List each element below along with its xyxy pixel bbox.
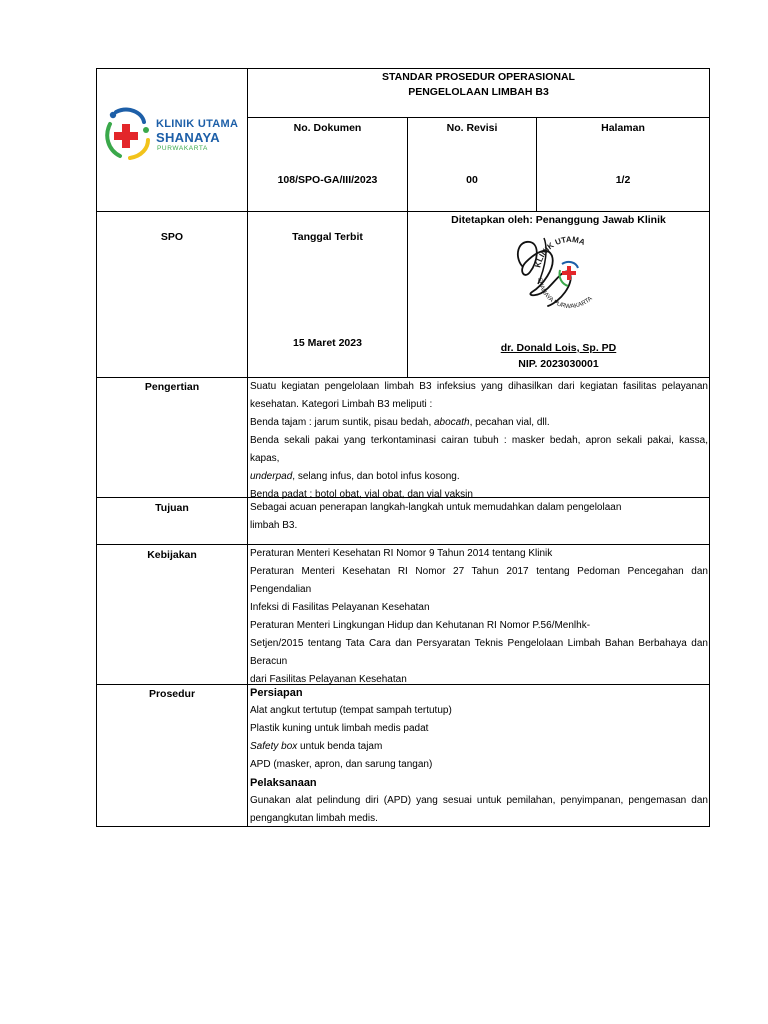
pengertian-label: Pengertian (144, 381, 200, 393)
document-title-line1: STANDAR PROSEDUR OPERASIONAL (382, 71, 575, 83)
title-row-divider (247, 117, 710, 118)
tujuan-line-1: Sebagai acuan penerapan langkah-langkah untuk memudahkan dalam pengelolaan (250, 502, 622, 513)
kebijakan-line-1: Peraturan Menteri Kesehatan RI Nomor 9 Tahun 2014 tentang Klinik (250, 548, 553, 559)
doc-number-label: No. Dokumen (293, 122, 362, 134)
kebijakan-line-2: Peraturan Menteri Kesehatan RI Nomor 27 Tahun 2017 tentang Pedoman Pencegahan dan Pengendalian (250, 566, 708, 595)
pengertian-line-2: kesehatan. Kategori Limbah B3 meliputi : (250, 399, 433, 410)
prosedur-line-6: pengangkutan limbah medis. (250, 813, 378, 824)
spo-label: SPO (160, 231, 184, 243)
kebijakan-line-6: dari Fasilitas Pelayanan Kesehatan (250, 674, 407, 685)
header-bottom-divider (96, 211, 710, 212)
prosedur-line-5: Gunakan alat pelindung diri (APD) yang sesuai untuk pemilahan, penyimpanan, pengemasan dan (250, 795, 708, 806)
doc-number-value: 108/SPO-GA/III/2023 (277, 174, 378, 186)
stamp-text-bottom: SHANAYA PURWAKARTA (536, 277, 594, 311)
table-border-right (709, 68, 710, 827)
prosedur-label: Prosedur (148, 688, 196, 700)
kebijakan-label: Kebijakan (147, 549, 197, 561)
tujuan-line-2: limbah B3. (250, 520, 298, 531)
pengertian-line-3: Benda tajam : jarum suntik, pisau bedah, abocath, pecahan vial, dll. (250, 417, 550, 428)
prosedur-line-2: Plastik kuning untuk limbah medis padat (250, 723, 429, 734)
kebijakan-line-3: Infeksi di Fasilitas Pelayanan Kesehatan (250, 602, 430, 613)
table-border-left (96, 68, 97, 827)
tujuan-label: Tujuan (155, 502, 189, 514)
logo-text-purwakarta: PURWAKARTA (157, 145, 208, 152)
issue-date-label: Tanggal Terbit (292, 231, 363, 243)
page-label: Halaman (601, 122, 645, 134)
prosedur-content (250, 684, 708, 828)
clinic-logo-icon (102, 106, 154, 162)
logo-text-klinik-utama: KLINIK UTAMA (156, 118, 239, 130)
signer-name: dr. Donald Lois, Sp. PD (500, 342, 617, 354)
revision-label: No. Revisi (446, 122, 498, 134)
prosedur-line-4: APD (masker, apron, dan sarung tangan) (250, 759, 433, 770)
pengertian-content (250, 378, 708, 504)
kebijakan-content (250, 545, 708, 689)
pengertian-line-4: Benda sekali pakai yang terkontaminasi cairan tubuh : masker bedah, apron sekali pakai, kassa, kapas, (250, 435, 708, 464)
tujuan-content (250, 499, 708, 535)
pengertian-line-6: Benda padat : botol obat, vial obat, dan vial vaksin (250, 489, 473, 500)
persiapan-heading: Persiapan (250, 687, 303, 699)
svg-text:KLINIK UTAMA (533, 235, 586, 269)
kebijakan-line-5: Setjen/2015 tentang Tata Cara dan Persyaratan Teknis Pengelolaan Limbah Bahan Berbahaya dan Beracun (250, 638, 708, 667)
clinic-logo (102, 106, 242, 162)
prosedur-line-3: Safety box untuk benda tajam (250, 741, 383, 752)
revision-value: 00 (466, 174, 478, 186)
document-title-line2: PENGELOLAAN LIMBAH B3 (408, 86, 549, 98)
pengertian-line-5: underpad, selang infus, dan botol infus kosong. (250, 471, 460, 482)
set-by-label: Ditetapkan oleh: Penanggung Jawab Klinik (451, 214, 666, 226)
pengertian-line-1: Suatu kegiatan pengelolaan limbah B3 infeksius yang dihasilkan dari kegiatan fasilitas pelayanan (250, 381, 708, 392)
stamp-text-top: KLINIK UTAMA (533, 234, 587, 269)
table-border-top (96, 68, 710, 69)
page-value: 1/2 (615, 174, 631, 186)
issue-date-value: 15 Maret 2023 (293, 337, 362, 349)
logo-text-shanaya: SHANAYA (156, 130, 220, 145)
pelaksanaan-heading: Pelaksanaan (250, 777, 317, 789)
signature-stamp (508, 226, 628, 316)
kebijakan-line-4: Peraturan Menteri Lingkungan Hidup dan Kehutanan RI Nomor P.56/Menlhk- (250, 620, 591, 631)
signer-nip: NIP. 2023030001 (518, 358, 599, 370)
prosedur-line-1: Alat angkut tertutup (tempat sampah tertutup) (250, 705, 452, 716)
svg-text:SHANAYA PURWAKARTA (536, 277, 594, 310)
